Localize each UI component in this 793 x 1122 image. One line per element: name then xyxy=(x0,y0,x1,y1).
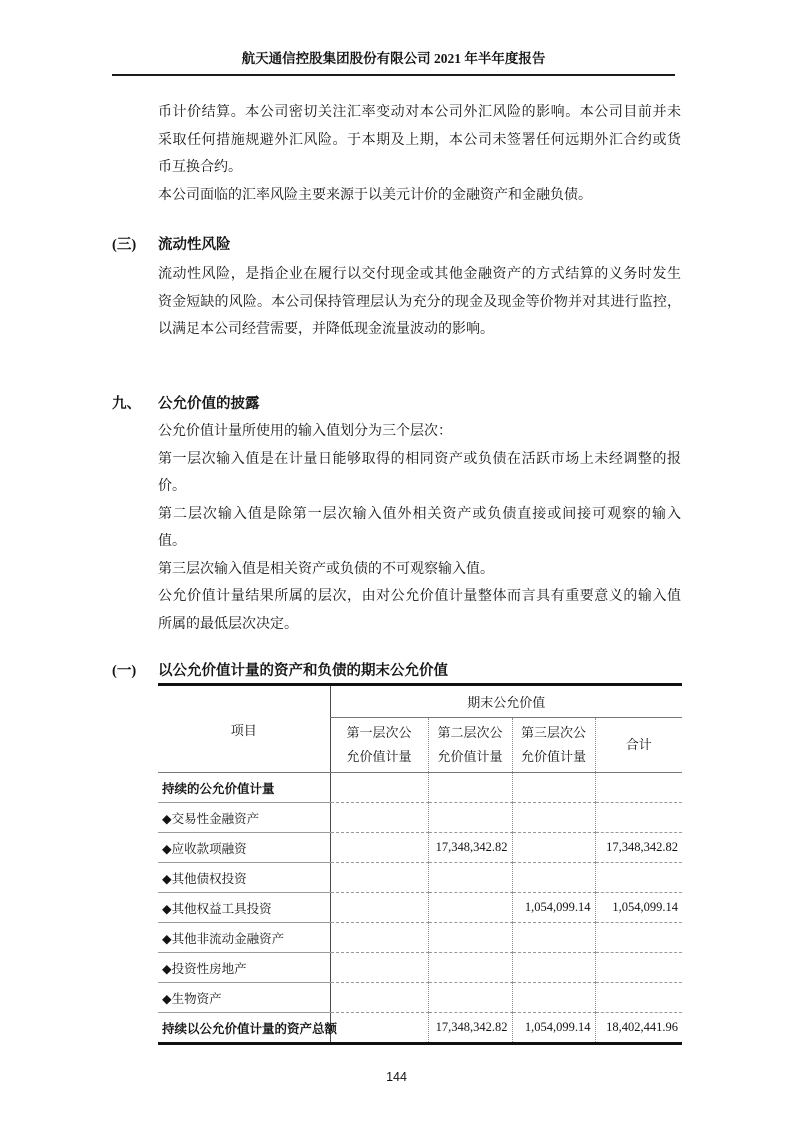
fair-value-table-body xyxy=(158,773,682,1044)
table-row xyxy=(158,1013,682,1044)
text-line: 币互换合约。 xyxy=(158,160,242,175)
row-value xyxy=(595,863,682,893)
row-value: 17,348,342.82 xyxy=(428,833,512,863)
row-value: 1,054,099.14 xyxy=(595,893,682,923)
row-value xyxy=(428,953,512,983)
row-value xyxy=(330,953,428,983)
level-header-line: 第三层次公 xyxy=(520,725,586,740)
row-value xyxy=(512,953,595,983)
level2-header xyxy=(428,718,512,773)
row-value xyxy=(512,803,595,833)
text-line: 第一层次输入值是在计量日能够取得的相同资产或负债在活跃市场上未经调整的报 xyxy=(158,451,681,467)
level-header-line: 第一层次公 xyxy=(346,725,412,740)
row-value: 1,054,099.14 xyxy=(512,1013,595,1044)
text-line: 第三层次输入值是相关资产或负债的不可观察输入值。 xyxy=(158,561,494,577)
row-value xyxy=(428,923,512,953)
row-label: ◆投资性房地产 xyxy=(158,953,330,983)
intro-paragraphs xyxy=(158,99,681,209)
liquidity-paragraphs xyxy=(158,261,681,344)
text-line: 公允价值计量结果所属的层次，由对公允价值计量整体而言具有重要意义的输入值 xyxy=(158,589,681,604)
section-liquidity-heading xyxy=(112,232,681,260)
text-line: 价。 xyxy=(158,479,186,494)
section-number: (三) xyxy=(112,237,137,253)
table-row xyxy=(158,833,682,863)
text-line: 所属的最低层次决定。 xyxy=(158,616,298,632)
row-value xyxy=(595,953,682,983)
row-label: 持续的公允价值计量 xyxy=(158,773,330,803)
level3-header xyxy=(512,718,595,773)
row-value xyxy=(428,773,512,803)
table-row xyxy=(158,893,682,923)
table-row xyxy=(158,983,682,1013)
fair-value-level-paragraphs xyxy=(158,418,681,638)
section-number: 九、 xyxy=(112,396,141,412)
row-value xyxy=(330,803,428,833)
text-line: 以满足本公司经营需要，并降低现金流量波动的影响。 xyxy=(158,322,494,337)
table-row xyxy=(158,953,682,983)
row-value xyxy=(330,983,428,1013)
fair-value-table-heading xyxy=(112,658,681,686)
row-value: 1,054,099.14 xyxy=(512,893,595,923)
row-value xyxy=(428,893,512,923)
row-label: ◆交易性金融资产 xyxy=(158,803,330,833)
text-line: 资金短缺的风险。本公司保持管理层认为充分的现金及现金等价物并对其进行监控， xyxy=(158,294,681,310)
report-title: 航天通信控股集团股份有限公司 2021 年半年度报告 xyxy=(241,51,546,66)
table-row xyxy=(158,773,682,803)
row-label: ◆应收款项融资 xyxy=(158,833,330,863)
row-value: 17,348,342.82 xyxy=(595,833,682,863)
row-value xyxy=(595,923,682,953)
row-value xyxy=(512,773,595,803)
section-fair-value-heading xyxy=(112,391,681,419)
row-value xyxy=(512,833,595,863)
page-footer xyxy=(0,1070,793,1084)
item-column-header: 项目 xyxy=(158,685,330,773)
row-value: 18,402,441.96 xyxy=(595,1013,682,1044)
row-label: ◆其他非流动金融资产 xyxy=(158,923,330,953)
fair-value-table-head xyxy=(158,685,682,773)
text-line: 第二层次输入值是除第一层次输入值外相关资产或负债直接或间接可观察的输入 xyxy=(158,506,681,522)
level-header-line: 允价值计量 xyxy=(520,749,586,764)
doc-header xyxy=(112,50,675,76)
text-line: 采取任何措施规避外汇风险。于本期及上期，本公司未签署任何远期外汇合约或货 xyxy=(158,132,681,148)
fair-value-table xyxy=(158,683,682,1045)
level-header-line: 允价值计量 xyxy=(346,749,412,764)
row-label: ◆其他权益工具投资 xyxy=(158,893,330,923)
table-row xyxy=(158,863,682,893)
row-value xyxy=(512,863,595,893)
row-value xyxy=(428,803,512,833)
row-value xyxy=(330,1013,428,1044)
group-header-row xyxy=(158,685,682,718)
row-value xyxy=(330,923,428,953)
row-value xyxy=(595,983,682,1013)
text-line: 币计价结算。本公司密切关注汇率变动对本公司外汇风险的影响。本公司目前并未 xyxy=(158,105,681,120)
row-value xyxy=(595,773,682,803)
row-label: ◆生物资产 xyxy=(158,983,330,1013)
section-title: 流动性风险 xyxy=(158,237,231,253)
level-header-line: 允价值计量 xyxy=(437,749,503,764)
row-value xyxy=(330,863,428,893)
row-value xyxy=(595,803,682,833)
text-line: 公允价值计量所使用的输入值划分为三个层次： xyxy=(158,424,452,439)
text-line: 值。 xyxy=(158,534,186,549)
row-label: 持续以公允价值计量的资产总额 xyxy=(162,1021,338,1036)
row-value xyxy=(512,983,595,1013)
row-label: ◆其他债权投资 xyxy=(158,863,330,893)
row-value xyxy=(330,773,428,803)
level-header-line: 第二层次公 xyxy=(437,725,503,740)
level-header-line: 合计 xyxy=(625,737,652,752)
row-value xyxy=(428,863,512,893)
page-number: 144 xyxy=(386,1070,407,1084)
row-value: 17,348,342.82 xyxy=(428,1013,512,1044)
subsection-title: 以公允价值计量的资产和负债的期末公允价值 xyxy=(158,663,448,679)
subsection-number: (一) xyxy=(112,663,137,679)
text-line: 流动性风险，是指企业在履行以交付现金或其他金融资产的方式结算的义务时发生 xyxy=(158,267,681,282)
row-value xyxy=(330,893,428,923)
level1-header xyxy=(330,718,428,773)
row-value xyxy=(330,833,428,863)
total-header xyxy=(595,718,682,773)
text-line: 本公司面临的汇率风险主要来源于以美元计价的金融资产和金融负债。 xyxy=(158,187,592,203)
group-header: 期末公允价值 xyxy=(330,685,682,718)
row-value xyxy=(512,923,595,953)
row-value xyxy=(428,983,512,1013)
table-row xyxy=(158,803,682,833)
section-title: 公允价值的披露 xyxy=(158,396,260,412)
table-row xyxy=(158,923,682,953)
